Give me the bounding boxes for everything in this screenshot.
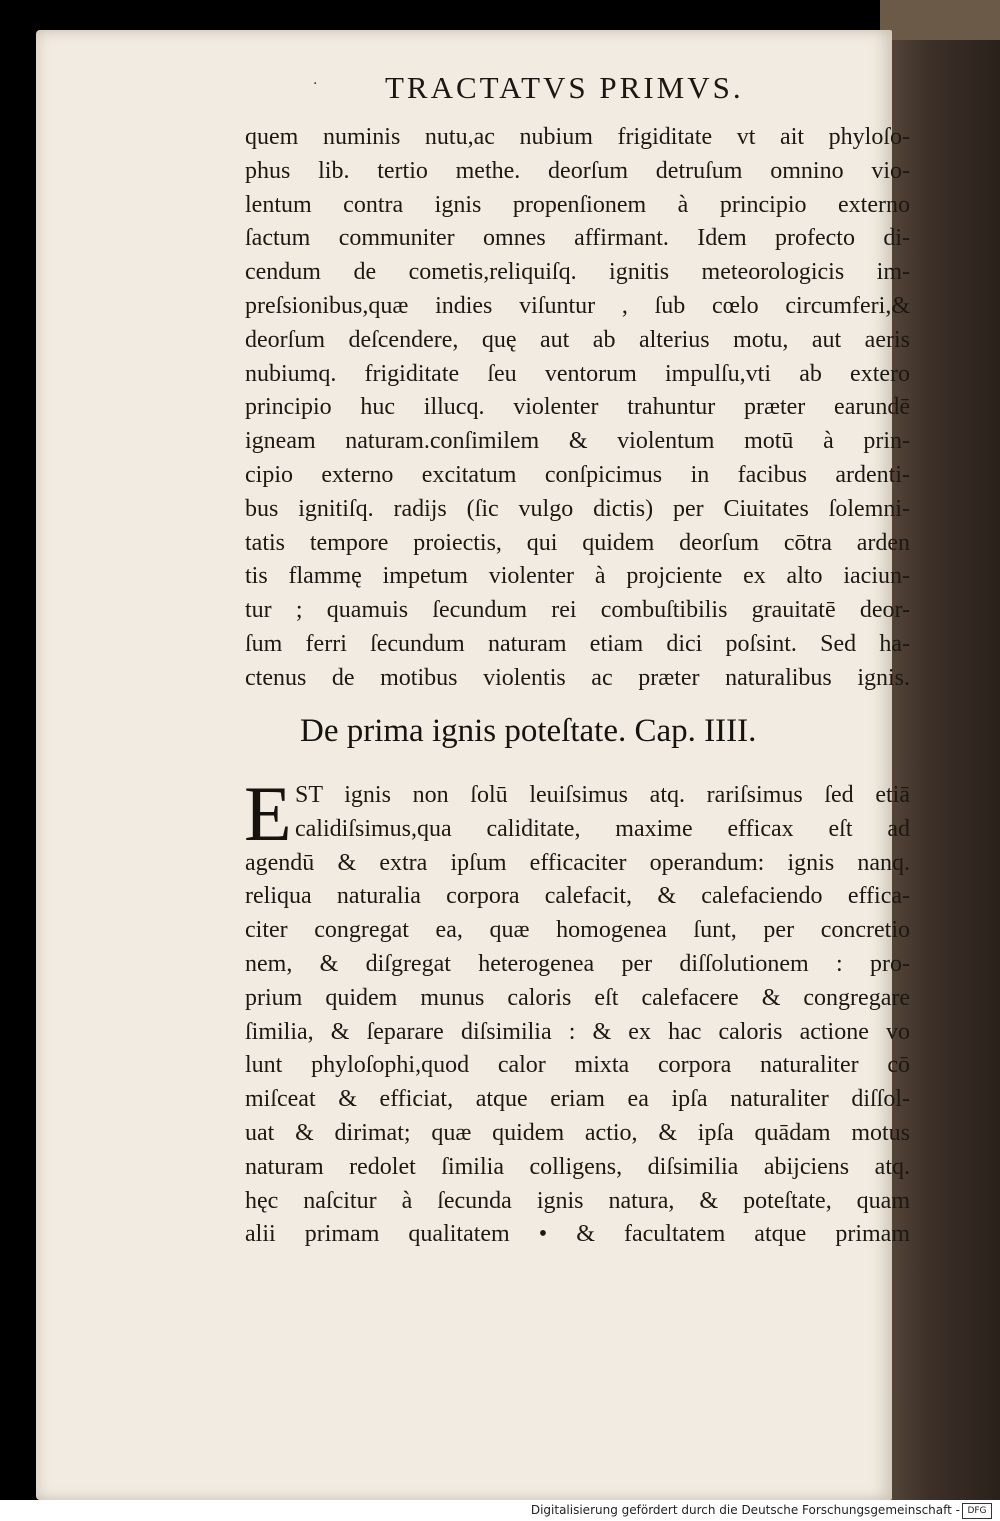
text-line: naturam redolet ſimilia colligens, diſsimilia abijciens atq. (245, 1153, 910, 1180)
digitization-footer (0, 1500, 1000, 1521)
text-line: bus ignitiſq. radijs (ſic vulgo dictis) per Ciuitates ſolemni- (245, 495, 910, 522)
text-line: phus lib. tertio methe. deorſum detruſum omnino vio- (245, 157, 910, 184)
page-mark: · (313, 76, 318, 92)
text-line: uat & dirimat; quæ quidem actio, & ipſa quādam motus (245, 1119, 910, 1146)
text-line: ſimilia, & ſeparare diſsimilia : & ex hac caloris actione vo (245, 1018, 910, 1045)
text-line: calidiſsimus,qua caliditate, maxime efficax eſt ad (295, 815, 910, 842)
text-line: ſum ferri ſecundum naturam etiam dici poſsint. Sed ha- (245, 630, 910, 657)
funding-credit: Digitalisierung gefördert durch die Deutsche Forschungsgemeinschaft - (530, 1503, 960, 1517)
text-line: alii primam qualitatem • & facultatem atque primam (245, 1221, 910, 1248)
text-line: ctenus de motibus violentis ac præter naturalibus ignis. (245, 664, 910, 691)
text-line: igneam naturam.conſimilem & violentum motū à prin- (245, 428, 910, 455)
text-line: agendū & extra ipſum efficaciter operandum: ignis nanq. (245, 849, 910, 876)
text-line: quem numinis nutu,ac nubium frigiditate vt ait phyloſo- (245, 124, 910, 150)
text-line: lentum contra ignis propenſionem à principio externo (245, 191, 910, 218)
text-line: tatis tempore proiectis, qui quidem deorſum cōtra arden (245, 529, 910, 556)
text-line: preſsionibus,quæ indies viſuntur , ſub cœlo circumferi,& (245, 292, 910, 319)
text-line: tur ; quamuis ſecundum rei combuſtibilis grauitatē deor- (245, 597, 910, 624)
text-line: deorſum deſcendere, quę aut ab alterius motu, aut aeris (245, 326, 910, 353)
chapter-heading: De prima ignis poteſtate. Cap. IIII. (300, 713, 757, 749)
text-line: prium quidem munus caloris eſt calefacere & congregare (245, 984, 910, 1011)
running-head: TRACTATVS PRIMVS. (385, 70, 744, 105)
text-line: nem, & diſgregat heterogenea per diſſolutionem : pro- (245, 950, 910, 977)
text-line: ST ignis non ſolū leuiſsimus atq. rariſsimus ſed etiā (295, 782, 910, 808)
text-line: lunt phyloſophi,quod calor mixta corpora naturaliter cō (245, 1052, 910, 1079)
text-line: reliqua naturalia corpora calefacit, & calefaciendo effica- (245, 883, 910, 910)
paragraph-1 (245, 121, 910, 696)
text-line: principio huc illucq. violenter trahuntur præter earundē (245, 394, 910, 421)
text-line: nubiumq. frigiditate ſeu ventorum impulſu,vti ab extero (245, 360, 910, 387)
text-line: cendum de cometis,reliquiſq. ignitis meteorologicis im- (245, 259, 910, 286)
drop-cap-initial: E (244, 770, 292, 857)
text-line: citer congregat ea, quæ homogenea ſunt, per concretio (245, 917, 910, 944)
text-line: cipio externo excitatum conſpicimus in facibus ardenti- (245, 461, 910, 488)
paragraph-2 (245, 779, 910, 1252)
book-spine-top (880, 0, 1000, 40)
text-line: hęc naſcitur à ſecunda ignis natura, & poteſtate, quam (245, 1187, 910, 1214)
text-line: ſactum communiter omnes affirmant. Idem profecto di- (245, 225, 910, 252)
text-line: tis flammę impetum violenter à projciente ex alto iaciun- (245, 563, 910, 590)
dfg-logo: DFG (962, 1503, 992, 1519)
text-line: miſceat & efficiat, atque eriam ea ipſa naturaliter diſſol- (245, 1086, 910, 1113)
